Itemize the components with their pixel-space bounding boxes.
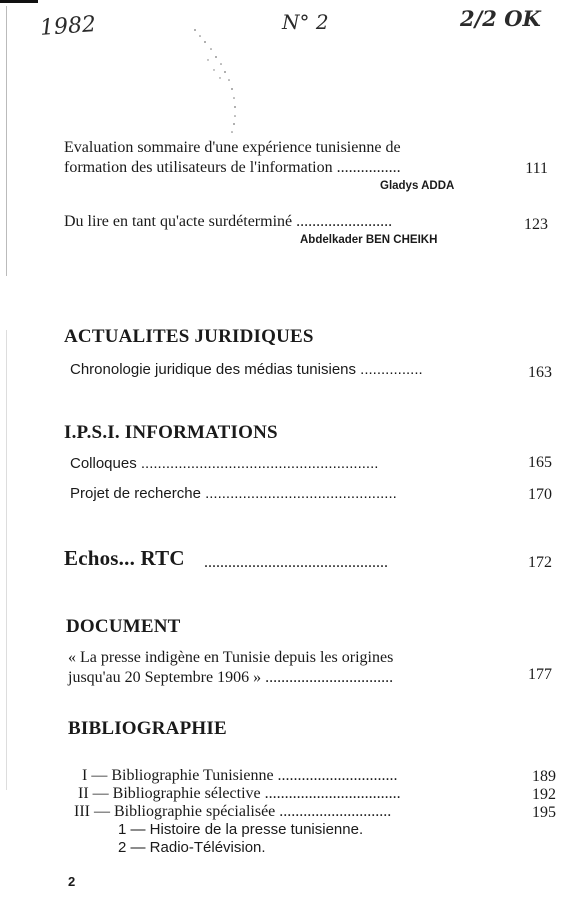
toc-entry-evaluation-author: Gladys ADDA: [380, 180, 455, 192]
footer-page-number: 2: [68, 874, 76, 889]
biblio-item-specialisee: III — Bibliographie spécialisée ............................: [74, 803, 392, 820]
handwritten-note: 2/2 OK: [460, 6, 541, 31]
toc-entry-du-lire-author: Abdelkader BEN CHEIKH: [300, 234, 438, 246]
section-heading-ipsi: I.P.S.I. INFORMATIONS: [64, 422, 278, 443]
toc-item-projet: Projet de recherche ..............................................: [70, 485, 397, 502]
biblio-item-selective: II — Bibliographie sélective ..................................: [78, 785, 401, 802]
toc-entry-evaluation-page: 111: [525, 160, 548, 177]
toc-item-document-line1: « La presse indigène en Tunisie depuis les origines: [68, 649, 394, 666]
toc-item-chronologie: Chronologie juridique des médias tunisiens ...............: [70, 361, 423, 378]
toc-entry-evaluation-line1: Evaluation sommaire d'une expérience tunisienne de: [64, 139, 401, 156]
section-heading-document: DOCUMENT: [66, 616, 181, 637]
handwritten-year: 1982: [39, 12, 97, 41]
toc-entry-du-lire: Du lire en tant qu'acte surdéterminé ........................: [64, 213, 393, 230]
biblio-subitem-radio: 2 — Radio-Télévision.: [118, 839, 266, 856]
toc-item-document-line2: jusqu'au 20 Septembre 1906 » ................................: [68, 669, 394, 686]
section-heading-bibliographie: BIBLIOGRAPHIE: [68, 718, 227, 739]
toc-item-colloques: Colloques .........................................................: [70, 455, 379, 472]
echos-dots: ..............................................: [204, 554, 388, 571]
section-heading-actualites: ACTUALITES JURIDIQUES: [64, 326, 314, 347]
toc-entry-evaluation-line2: formation des utilisateurs de l'information ................: [64, 159, 401, 176]
biblio-subitem-histoire: 1 — Histoire de la presse tunisienne.: [118, 821, 364, 838]
biblio-item-tunisienne-page: 189: [532, 768, 556, 785]
biblio-item-tunisienne: I — Bibliographie Tunisienne ..............................: [82, 767, 398, 784]
biblio-item-specialisee-page: 195: [532, 804, 556, 821]
section-heading-echos: Echos... RTC: [64, 546, 185, 570]
toc-item-document-page: 177: [528, 666, 552, 683]
toc-entry-du-lire-page: 123: [524, 216, 548, 233]
scan-left-rule-lower: [6, 330, 7, 790]
toc-item-chronologie-page: 163: [528, 364, 552, 381]
toc-item-echos-page: 172: [528, 554, 552, 571]
toc-item-colloques-page: 165: [528, 454, 552, 471]
toc-item-projet-page: 170: [528, 486, 552, 503]
biblio-item-selective-page: 192: [532, 786, 556, 803]
handwritten-issue: N° 2: [282, 10, 329, 34]
